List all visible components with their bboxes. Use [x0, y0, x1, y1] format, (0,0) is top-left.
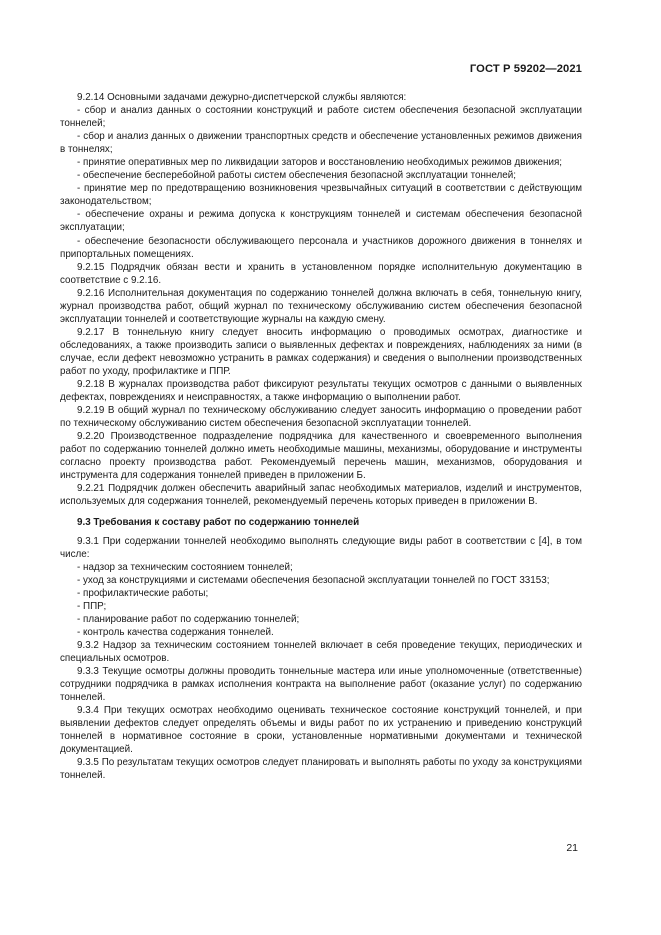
paragraph-9-2-19: 9.2.19 В общий журнал по техническому обслуживанию следует заносить информацию о проведении работ по техническому обслуживанию систем обеспечения безопасной эксплуатации тоннелей. [60, 405, 582, 430]
paragraph-9-3-3: 9.3.3 Текущие осмотры должны проводить тоннельные мастера или иные уполномоченные (ответственные) сотрудники подрядчика в рамках исполнения контракта на выполнение работ (оказание услуг) по содержанию тоннелей. [60, 666, 582, 704]
paragraph-9-2-21: 9.2.21 Подрядчик должен обеспечить аварийный запас необходимых материалов, изделий и инструментов, используемых для содержания тоннелей, рекомендуемый перечень которых приведен в приложении В. [60, 483, 582, 508]
paragraph-9-2-15: 9.2.15 Подрядчик обязан вести и хранить в установленном порядке исполнительную документацию в соответствие с 9.2.16. [60, 261, 582, 286]
list-item: - обеспечение безопасности обслуживающего персонала и участников дорожного движения в тоннелях и припортальных помещениях. [60, 235, 582, 260]
paragraph-9-2-17: 9.2.17 В тоннельную книгу следует вносить информацию о проводимых осмотрах, диагностике и обследованиях, а также производить записи о выявленных дефектах и повреждениях, наблюдениях за ними (в случае, если дефект невозможно устранить в рамках содержания) и сведения о выполнении производственных работ по уходу, профилактике и ППР. [60, 326, 582, 377]
list-item: - надзор за техническим состоянием тоннелей; [77, 561, 293, 573]
list-item: - обеспечение бесперебойной работы систем обеспечения безопасной эксплуатации тоннелей; [77, 170, 516, 182]
list-item: - принятие оперативных мер по ликвидации заторов и восстановлению необходимых режимов движения; [77, 157, 563, 169]
paragraph-9-3-5: 9.3.5 По результатам текущих осмотров следует планировать и выполнять работы по уходу за конструкциями тоннелей. [60, 757, 582, 782]
list-item: - контроль качества содержания тоннелей. [77, 626, 274, 638]
document-body [60, 91, 582, 782]
list-item: - обеспечение охраны и режима допуска к конструкциям тоннелей и системам обеспечения безопасной эксплуатации; [60, 209, 582, 234]
list-item: - принятие мер по предотвращению возникновения чрезвычайных ситуаций в соответствии с действующим законодательством; [60, 183, 582, 208]
list-item: - профилактические работы; [77, 587, 209, 599]
list-item: - сбор и анализ данных о движении транспортных средств и обеспечение установленных режимов движения в тоннелях; [60, 131, 582, 156]
list-item: - ППР; [77, 600, 107, 612]
paragraph-9-2-20: 9.2.20 Производственное подразделение подрядчика для качественного и своевременного выполнения работ по содержанию тоннелей должно иметь необходимые машины, механизмы, оборудование и инструменты согласно проекту производства работ. Рекомендуемый перечень машин, механизмов, оборудования и инструмента для содержания тоннелей приведен в приложении Б. [60, 431, 582, 482]
paragraph-9-2-16: 9.2.16 Исполнительная документация по содержанию тоннелей должна включать в себя, тоннельную книгу, журнал производства работ, общий журнал по техническому обслуживанию систем обеспечения безопасной эксплуатации тоннелей и соответствующие журналы на каждую смену. [60, 287, 582, 325]
list-item: - планирование работ по содержанию тоннелей; [77, 613, 300, 625]
list-item: - уход за конструкциями и системами обеспечения безопасной эксплуатации тоннелей по ГОСТ 33153; [77, 574, 550, 586]
paragraph-9-2-18: 9.2.18 В журналах производства работ фиксируют результаты текущих осмотров с данными о выявленных дефектах, повреждениях и неисправностях, а также информацию о выполнении работ. [60, 379, 582, 404]
section-heading-9-3: 9.3 Требования к составу работ по содержанию тоннелей [77, 516, 360, 528]
paragraph-9-2-14: 9.2.14 Основными задачами дежурно-диспетчерской службы являются: [77, 92, 407, 103]
paragraph-9-3-1: 9.3.1 При содержании тоннелей необходимо выполнять следующие виды работ в соответствии с [4], в том числе: [60, 535, 582, 560]
list-item: - сбор и анализ данных о состоянии конструкций и работе систем обеспечения безопасной эксплуатации тоннелей; [60, 105, 582, 130]
page-number: 21 [566, 842, 578, 854]
paragraph-9-3-2: 9.3.2 Надзор за техническим состоянием тоннелей включает в себя проведение текущих, периодических и специальных осмотров. [60, 639, 582, 664]
paragraph-9-3-4: 9.3.4 При текущих осмотрах необходимо оценивать техническое состояние конструкций тоннелей, и при выявлении дефектов следует определять объемы и виды работ по их устранению и приведению конструкций тоннелей в нормативное состояние в сроки, установленные нормативными документами и технической документацией. [60, 705, 582, 756]
document-header-id: ГОСТ Р 59202—2021 [469, 63, 582, 75]
